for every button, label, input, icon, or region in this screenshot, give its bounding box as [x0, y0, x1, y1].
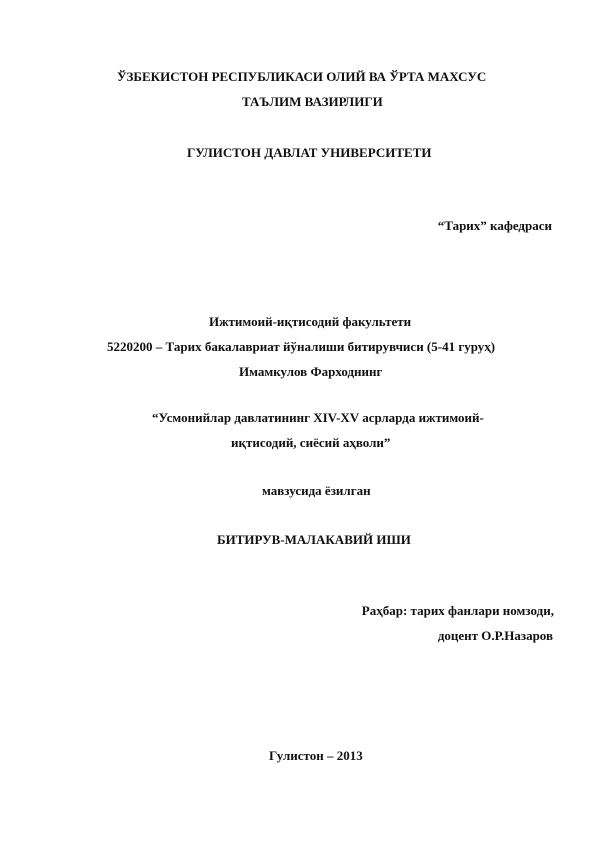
author-name: Имамкулов Фарходнинг — [239, 364, 383, 379]
department-name: “Тарих” кафедраси — [437, 218, 552, 233]
topic-line-1: “Усмонийлар давлатининг XIV-XV асрларда ижтимоий- — [152, 410, 484, 425]
topic-line-2: иқтисодий, сиёсий аҳволи” — [231, 435, 391, 450]
supervisor-line-1: Раҳбар: тарих фанлари номзоди, — [361, 603, 554, 618]
place-year: Гулистон – 2013 — [269, 748, 363, 763]
university-name: ГУЛИСТОН ДАВЛАТ УНИВЕРСИТЕТИ — [187, 145, 432, 160]
work-type: БИТИРУВ-МАЛАКАВИЙ ИШИ — [217, 532, 411, 547]
faculty-name: Ижтимоий-иқтисодий факультети — [209, 314, 412, 329]
ministry-line-1: ЎЗБЕКИСТОН РЕСПУБЛИКАСИ ОЛИЙ ВА ЎРТА МАХСУС — [117, 69, 487, 84]
written-on-topic: мавзусида ёзилган — [262, 483, 371, 498]
program-line: 5220200 – Тарих бакалавриат йўналиши битирувчиси (5-41 гуруҳ) — [107, 339, 496, 354]
supervisor-line-2: доцент О.Р.Назаров — [437, 628, 553, 643]
ministry-line-2: ТАЪЛИМ ВАЗИРЛИГИ — [242, 94, 383, 109]
